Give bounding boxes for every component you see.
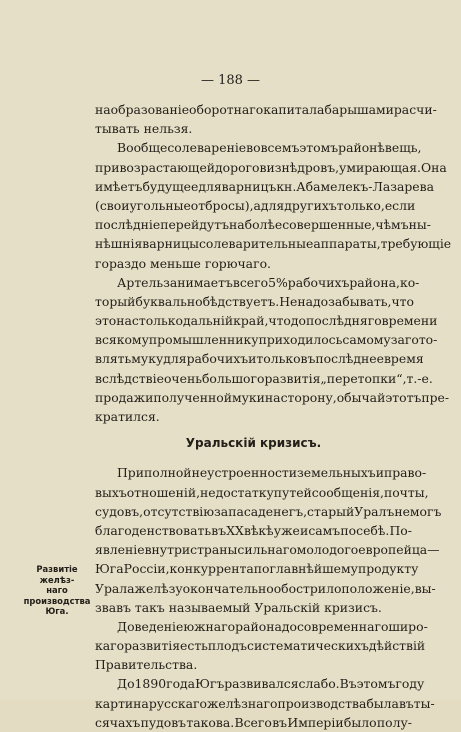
text-line: на образованіе оборотнаго капитала барышами расчи- bbox=[95, 102, 437, 117]
paragraph-3 bbox=[95, 273, 450, 427]
paragraph-5 bbox=[95, 617, 428, 675]
text-line: При полной неустроенности земельныхъ и право- bbox=[117, 465, 427, 481]
margin-note-line: наго производства bbox=[23, 585, 91, 606]
text-line: Артель занимаетъ всего 5% рабочихъ района, ко- bbox=[117, 274, 420, 290]
margin-note bbox=[22, 564, 92, 617]
text-line: это настолько дальній край, что до послѣдняго времени bbox=[95, 313, 438, 329]
text-line: влять муку для рабочихъ и только въ послѣднее время bbox=[95, 351, 424, 367]
text-line: Юга Россіи, конкуррента по главнѣйшему продукту bbox=[95, 561, 419, 577]
text-line: нѣшнія варницы солеварительные аппараты, требующіе bbox=[95, 236, 452, 252]
margin-note-line: Развитіе желѣз- bbox=[36, 564, 78, 585]
text-line: Доведеніе южнаго района до современнаго широ- bbox=[117, 618, 428, 634]
paragraph-4 bbox=[95, 463, 442, 617]
margin-note-line: Юга. bbox=[45, 606, 69, 616]
text-line: тывать нельзя. bbox=[95, 121, 193, 137]
text-line: судовъ, отсутствію запаса денегъ, старый Уралъ не могъ bbox=[95, 503, 442, 519]
text-line: гораздо меньше горючаго. bbox=[95, 255, 271, 271]
paragraph-1 bbox=[95, 100, 437, 138]
paragraph-6 bbox=[95, 674, 435, 732]
text-line: торый буквально бѣдствуетъ. Не надо забывать, что bbox=[95, 293, 414, 309]
text-line: Правительства. bbox=[95, 657, 198, 673]
text-line: До 1890 года Югъ развивался слабо. Въ этомъ году bbox=[117, 676, 425, 692]
page-text bbox=[95, 100, 452, 732]
text-line: Вообще солевареніе во всемъ этомъ районѣ вещь, bbox=[117, 140, 422, 156]
text-line: картина русскаго желѣзнаго производства была въ ты- bbox=[95, 695, 435, 711]
text-line: кратился. bbox=[95, 409, 160, 424]
text-line: послѣдніе перейдутъ на болѣе совершенные, чѣмъ ны- bbox=[95, 217, 431, 233]
text-line: сячахъ пудовъ такова. Всего въ Имперіи было полу- bbox=[95, 714, 412, 730]
text-line: явленіе внутри страны сильнаго молодого европейца— bbox=[95, 542, 440, 558]
text-line: имѣетъ будущее для варницъ кн. Абамелекъ-Лазарева bbox=[95, 178, 434, 194]
text-line: каго развитія есть плодъ систематическихъ дѣйствій bbox=[95, 638, 426, 654]
section-heading: Уральскій кризисъ. bbox=[185, 436, 322, 451]
text-line: звавъ такъ называемый Уральскій кризисъ. bbox=[95, 599, 382, 615]
paragraph-2 bbox=[95, 138, 452, 272]
text-line: Урала желѣзу окончательно обострило положеніе, вы- bbox=[95, 580, 436, 596]
text-line: благоденствовать въ XX вѣкѣ уже и самъ по себѣ. По- bbox=[95, 522, 412, 538]
text-line: вслѣдствіе очень большого развитія „перетопки“, т.-е. bbox=[95, 370, 433, 386]
text-line: продажи полученной муки на сторону, обычай этотъ пре- bbox=[95, 389, 450, 405]
text-line: выхъ отношеній, недостатку путей сообщенія, почты, bbox=[95, 484, 429, 500]
text-line: (свои угольные отбросы), а для другихъ только, если bbox=[95, 197, 416, 213]
text-line: всякому промышленнику приходилось самому загото- bbox=[95, 332, 438, 348]
page-number: — 188 — bbox=[200, 73, 261, 88]
text-line: при возрастающей дороговизнѣ дровъ, умирающая. Она bbox=[95, 159, 447, 175]
